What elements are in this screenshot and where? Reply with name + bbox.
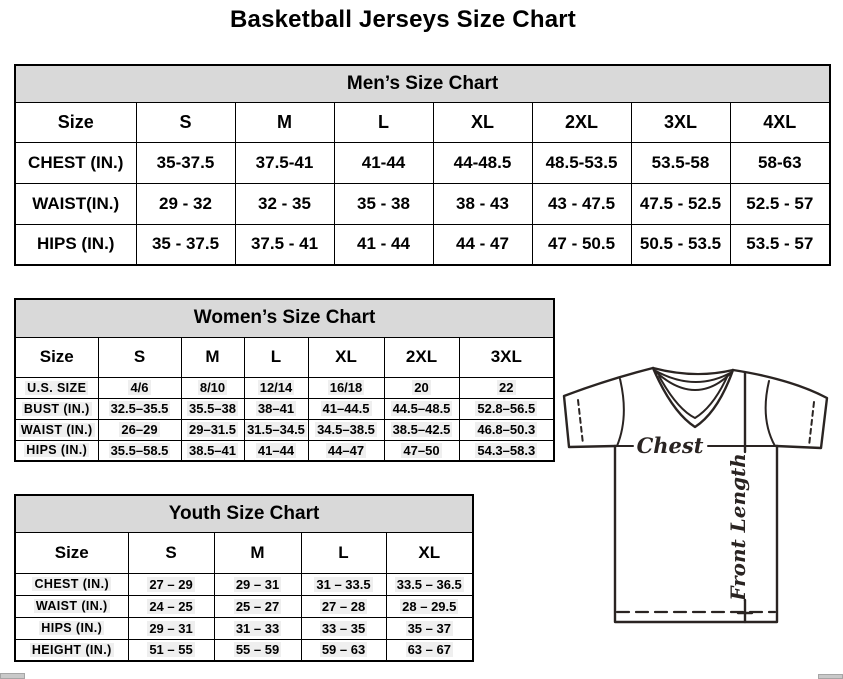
cell-value: 59 – 63 xyxy=(321,642,366,658)
jersey-body-outline xyxy=(615,446,777,622)
col-header: L xyxy=(301,532,386,573)
row-label xyxy=(15,573,128,595)
col-header: L xyxy=(334,102,433,142)
cell xyxy=(301,639,386,661)
cell: 48.5-53.5 xyxy=(532,142,631,183)
cell: 37.5 - 41 xyxy=(235,224,334,265)
cell xyxy=(459,398,554,419)
cell-value: 38–41 xyxy=(257,401,295,416)
cell-value: 4/6 xyxy=(130,380,149,395)
cell-value: 29 – 31 xyxy=(149,620,193,636)
cell xyxy=(128,573,214,595)
front-length-label: Front Length xyxy=(726,453,750,601)
table-row xyxy=(15,183,830,224)
row-label-text: CHEST (IN.) xyxy=(34,577,110,591)
row-label xyxy=(15,595,128,617)
cell: 37.5-41 xyxy=(235,142,334,183)
col-header: M xyxy=(181,337,244,377)
col-header: 3XL xyxy=(631,102,730,142)
cell xyxy=(98,419,181,440)
table-row xyxy=(15,142,830,183)
cell-value: 46.8–50.3 xyxy=(477,422,536,437)
col-header: XL xyxy=(386,532,473,573)
mens-size-table xyxy=(14,64,831,266)
table-row xyxy=(15,440,554,461)
table-row xyxy=(15,573,473,595)
cell xyxy=(459,377,554,398)
cell-value: 35.5–38 xyxy=(189,401,236,416)
cell xyxy=(301,617,386,639)
youth-size-table xyxy=(14,494,474,662)
cell: 43 - 47.5 xyxy=(532,183,631,224)
cell xyxy=(214,639,301,661)
cell: 41 - 44 xyxy=(334,224,433,265)
mens-table-title: Men’s Size Chart xyxy=(15,65,830,102)
womens-size-table xyxy=(14,298,555,462)
cell: 35-37.5 xyxy=(136,142,235,183)
cell xyxy=(384,377,459,398)
cell-value: 44–47 xyxy=(327,442,365,458)
col-header: 2XL xyxy=(384,337,459,377)
jersey-measurement-diagram xyxy=(556,357,836,672)
cell-value: 29–31.5 xyxy=(189,422,236,437)
chest-label: Chest xyxy=(636,433,704,458)
row-label-text: U.S. SIZE xyxy=(27,380,87,395)
col-header: XL xyxy=(308,337,384,377)
cell: 44 - 47 xyxy=(433,224,532,265)
cell-value: 26–29 xyxy=(121,422,158,437)
cell: 47 - 50.5 xyxy=(532,224,631,265)
cell-value: 44.5–48.5 xyxy=(392,401,451,416)
cell-value: 32.5–35.5 xyxy=(110,401,169,416)
cell-value: 38.5–41 xyxy=(189,442,236,458)
page-title: Basketball Jerseys Size Chart xyxy=(230,6,576,33)
jersey-collar xyxy=(653,368,733,374)
row-label xyxy=(15,440,98,461)
cell xyxy=(308,377,384,398)
cell: 35 - 38 xyxy=(334,183,433,224)
cell: 44-48.5 xyxy=(433,142,532,183)
cell xyxy=(386,595,473,617)
col-header: Size xyxy=(15,102,136,142)
row-label-text: WAIST (IN.) xyxy=(20,422,93,437)
cell-value: 33 – 35 xyxy=(321,620,366,636)
cell xyxy=(128,639,214,661)
col-header: Size xyxy=(15,532,128,573)
cell xyxy=(128,617,214,639)
table-row xyxy=(15,595,473,617)
col-header: 4XL xyxy=(730,102,830,142)
row-label xyxy=(15,419,98,440)
cell: 38 - 43 xyxy=(433,183,532,224)
col-header: S xyxy=(98,337,181,377)
cell xyxy=(181,440,244,461)
cell: 35 - 37.5 xyxy=(136,224,235,265)
table-row xyxy=(15,617,473,639)
cell xyxy=(181,419,244,440)
cell-value: 31.5–34.5 xyxy=(247,422,305,437)
row-label xyxy=(15,639,128,661)
col-header: L xyxy=(244,337,308,377)
cell xyxy=(301,573,386,595)
cell xyxy=(244,440,308,461)
cell xyxy=(386,639,473,661)
cell: 50.5 - 53.5 xyxy=(631,224,730,265)
cell-value: 34.5–38.5 xyxy=(317,422,375,437)
cell xyxy=(128,595,214,617)
table-row xyxy=(15,224,830,265)
cell-value: 41–44.5 xyxy=(322,401,370,416)
row-label-text: HIPS (IN.) xyxy=(26,443,88,458)
cell-value: 16/18 xyxy=(329,380,363,395)
row-label-text: BUST (IN.) xyxy=(23,401,90,416)
cell-value: 22 xyxy=(499,380,514,395)
youth-table-title: Youth Size Chart xyxy=(15,495,473,532)
cell xyxy=(384,398,459,419)
cell xyxy=(181,398,244,419)
cell: 32 - 35 xyxy=(235,183,334,224)
row-label xyxy=(15,398,98,419)
cell: 47.5 - 52.5 xyxy=(631,183,730,224)
row-label xyxy=(15,377,98,398)
col-header: XL xyxy=(433,102,532,142)
cell xyxy=(459,440,554,461)
jersey-seam xyxy=(766,381,775,446)
cell-value: 63 – 67 xyxy=(407,642,451,658)
cell xyxy=(308,440,384,461)
horizontal-scrollbar-fragment-left[interactable] xyxy=(0,673,25,679)
cuff-stitch-line xyxy=(809,402,814,446)
table-row xyxy=(15,398,554,419)
cell xyxy=(214,617,301,639)
col-header: Size xyxy=(15,337,98,377)
cell-value: 29 – 31 xyxy=(235,576,280,592)
cell-value: 12/14 xyxy=(259,380,293,395)
col-header: 3XL xyxy=(459,337,554,377)
col-header: 2XL xyxy=(532,102,631,142)
jersey-outline-illustration xyxy=(556,357,836,672)
cell-value: 24 – 25 xyxy=(149,598,193,614)
cell-value: 28 – 29.5 xyxy=(402,598,457,614)
row-label: HIPS (IN.) xyxy=(15,224,136,265)
cell xyxy=(244,377,308,398)
jersey-seam xyxy=(617,379,624,446)
cell xyxy=(301,595,386,617)
cell: 29 - 32 xyxy=(136,183,235,224)
row-label-text: HEIGHT (IN.) xyxy=(31,642,112,657)
cell-value: 8/10 xyxy=(199,380,226,395)
cell: 53.5 - 57 xyxy=(730,224,830,265)
cell xyxy=(384,419,459,440)
cell-value: 52.8–56.5 xyxy=(477,401,536,416)
row-label-text: WAIST (IN.) xyxy=(35,599,108,613)
cell xyxy=(459,419,554,440)
cuff-stitch-line xyxy=(578,400,583,444)
cell: 58-63 xyxy=(730,142,830,183)
row-label xyxy=(15,617,128,639)
womens-table-title: Women’s Size Chart xyxy=(15,299,554,337)
cell-value: 27 – 28 xyxy=(321,598,366,614)
cell xyxy=(98,440,181,461)
cell-value: 54.3–58.3 xyxy=(477,442,536,458)
cell xyxy=(308,419,384,440)
table-row xyxy=(15,639,473,661)
horizontal-scrollbar-fragment-right[interactable] xyxy=(818,674,843,679)
cell-value: 35 – 37 xyxy=(407,620,451,636)
cell-value: 31 – 33.5 xyxy=(316,576,371,592)
cell: 52.5 - 57 xyxy=(730,183,830,224)
cell-value: 38.5–42.5 xyxy=(392,422,451,437)
womens-header-row xyxy=(15,337,554,377)
cell xyxy=(98,398,181,419)
cell-value: 33.5 – 36.5 xyxy=(396,576,462,592)
cell xyxy=(244,419,308,440)
cell xyxy=(181,377,244,398)
cell-value: 41–44 xyxy=(257,442,295,458)
mens-header-row xyxy=(15,102,830,142)
row-label: WAIST(IN.) xyxy=(15,183,136,224)
cell-value: 20 xyxy=(414,380,429,395)
cell xyxy=(386,573,473,595)
cell: 53.5-58 xyxy=(631,142,730,183)
cell: 41-44 xyxy=(334,142,433,183)
cell-value: 47–50 xyxy=(403,442,440,458)
cell-value: 25 – 27 xyxy=(235,598,280,614)
cell xyxy=(384,440,459,461)
cell xyxy=(308,398,384,419)
col-header: S xyxy=(128,532,214,573)
cell xyxy=(214,573,301,595)
cell-value: 51 – 55 xyxy=(149,642,193,658)
cell xyxy=(214,595,301,617)
cell xyxy=(98,377,181,398)
cell xyxy=(244,398,308,419)
row-label: CHEST (IN.) xyxy=(15,142,136,183)
cell xyxy=(386,617,473,639)
col-header: M xyxy=(214,532,301,573)
row-label-text: HIPS (IN.) xyxy=(41,621,103,635)
cell-value: 27 – 29 xyxy=(149,576,193,592)
cell-value: 55 – 59 xyxy=(235,642,280,658)
table-row xyxy=(15,377,554,398)
col-header: S xyxy=(136,102,235,142)
cell-value: 35.5–58.5 xyxy=(110,442,169,458)
jersey-body-outline xyxy=(733,370,827,448)
table-row xyxy=(15,419,554,440)
youth-header-row xyxy=(15,532,473,573)
col-header: M xyxy=(235,102,334,142)
cell-value: 31 – 33 xyxy=(235,620,280,636)
